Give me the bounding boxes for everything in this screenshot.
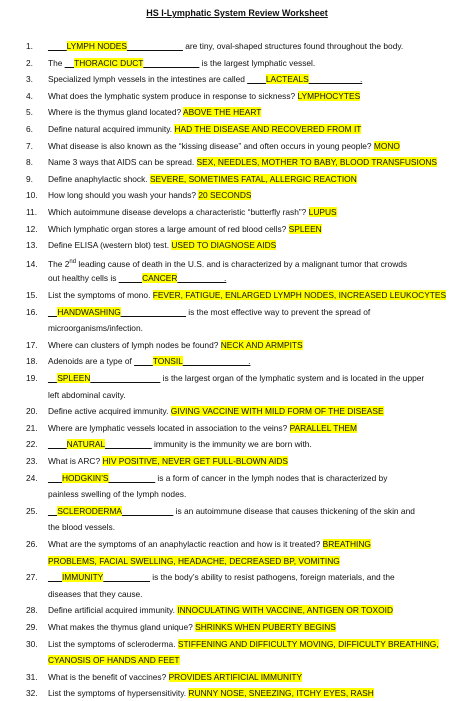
question-text: is an autoimmune disease that causes thickening of the skin and: [173, 505, 415, 516]
question-number: 11.: [26, 207, 38, 217]
answer-blank: __: [64, 57, 75, 68]
question-item: [26, 638, 450, 652]
question-item: [26, 604, 450, 618]
answer-blank: ______________.: [182, 356, 251, 367]
question-number: 10.: [26, 190, 38, 201]
highlighted-answer: BREATHING: [322, 539, 371, 549]
answer-blank: _____: [118, 273, 143, 284]
question-text: Adenoids are a type of: [48, 356, 135, 367]
question-number: 12.: [26, 223, 38, 234]
highlighted-answer: SPLEEN: [57, 373, 91, 383]
question-number: 25.: [26, 505, 38, 516]
page-title: HS I-Lymphatic System Review Worksheet: [146, 8, 328, 18]
highlighted-answer: USED TO DIAGNOSE AIDS: [171, 240, 277, 251]
question-item: [26, 256, 450, 271]
answer-blank: ____: [48, 41, 67, 51]
question-number: 3.: [26, 74, 33, 85]
question-number: 13.: [26, 240, 38, 251]
highlighted-answer: SHRINKS WHEN PUBERTY BEGINS: [195, 622, 336, 632]
question-number: 29.: [26, 622, 38, 632]
answer-blank: ____________: [126, 41, 183, 51]
question-number: 17.: [26, 339, 38, 350]
answer-blank: __: [48, 505, 58, 516]
question-item: [26, 206, 450, 220]
answer-blank: ___: [48, 472, 62, 483]
question-item: [26, 123, 450, 137]
question-item: [26, 621, 450, 635]
highlighted-answer: CYANOSIS OF HANDS AND FEET: [48, 655, 180, 666]
question-text: is the largest organ of the lymphatic system and is located in the upper: [160, 373, 425, 383]
question-text: are tiny, oval-shaped structures found throughout the body.: [182, 41, 404, 51]
question-item: [26, 671, 450, 685]
answer-blank: ____: [134, 356, 153, 367]
highlighted-answer: IMMUNITY: [61, 572, 104, 583]
question-item: [26, 289, 450, 303]
question-text: Define anaphylactic shock.: [48, 173, 150, 184]
question-text: left abdominal cavity.: [48, 389, 126, 400]
answer-blank: _______________: [90, 373, 161, 383]
question-text: Where are lymphatic vessels located in association to the veins?: [48, 422, 290, 433]
question-number: 31.: [26, 671, 38, 682]
highlighted-answer: HANDWASHING: [57, 306, 121, 317]
question-item: [26, 339, 450, 353]
question-text: the blood vessels.: [48, 522, 116, 533]
question-item: [26, 173, 450, 187]
question-text: List the symptoms of hypersensitivity.: [48, 688, 189, 699]
question-item: [26, 140, 450, 154]
highlighted-answer: PROBLEMS, FACIAL SWELLING, HEADACHE, DECREASED BP, VOMITING: [48, 555, 340, 566]
question-continuation: [48, 588, 450, 602]
highlighted-answer: HAD THE DISEASE AND RECOVERED FROM IT: [174, 124, 362, 134]
question-item: [26, 472, 450, 486]
question-text: What is ARC?: [48, 456, 103, 466]
question-continuation: [48, 654, 450, 668]
highlighted-answer: STIFFENING AND DIFFICULTY MOVING, DIFFICULTY BREATHING,: [177, 638, 439, 649]
question-text: Define artificial acquired immunity.: [48, 605, 178, 616]
question-continuation: [48, 555, 450, 569]
question-number: 2.: [26, 57, 33, 68]
highlighted-answer: MONO: [373, 140, 400, 151]
highlighted-answer: ABOVE THE HEART: [183, 107, 262, 118]
question-text: Define natural acquired immunity.: [48, 124, 175, 134]
question-item: [26, 156, 450, 170]
question-number: 27.: [26, 572, 38, 583]
highlighted-answer: PROVIDES ARTIFICIAL IMMUNITY: [168, 671, 303, 682]
question-text: immunity is the immunity we are born with.: [151, 439, 312, 450]
question-text: What does the lymphatic system produce in response to sickness?: [48, 90, 298, 101]
answer-blank: __________: [108, 472, 156, 483]
question-item: [26, 438, 450, 452]
question-number: 19.: [26, 373, 38, 383]
question-text: What disease is also known as the “kissing disease” and often occurs in young people?: [48, 140, 374, 151]
question-item: [26, 505, 450, 519]
answer-blank: __: [48, 306, 58, 317]
question-number: 18.: [26, 356, 38, 367]
answer-blank: ____: [48, 439, 67, 450]
highlighted-answer: FEVER, FATIGUE, ENLARGED LYMPH NODES, INCREASED LEUKOCYTES: [152, 290, 447, 300]
answer-blank: ___: [48, 572, 62, 583]
question-continuation: [48, 389, 450, 403]
question-text: Specialized lymph vessels in the intestines are called: [48, 74, 248, 85]
highlighted-answer: LUPUS: [308, 207, 337, 217]
question-item: [26, 538, 450, 552]
answer-blank: ___________: [122, 505, 174, 516]
question-number: 21.: [26, 422, 38, 433]
question-number: 16.: [26, 306, 38, 317]
question-continuation: [48, 521, 450, 535]
question-text: out healthy cells is: [48, 273, 119, 284]
highlighted-answer: INNOCULATING WITH VACCINE, ANTIGEN OR TOXOID: [177, 605, 394, 616]
question-item: [26, 90, 450, 104]
highlighted-answer: HIV POSITIVE, NEVER GET FULL-BLOWN AIDS: [102, 456, 288, 466]
highlighted-answer: LACTEALS: [265, 74, 309, 85]
highlighted-answer: 20 SECONDS: [198, 190, 252, 201]
question-item: [26, 239, 450, 253]
question-number: 23.: [26, 456, 38, 466]
highlighted-answer: NATURAL: [66, 439, 106, 450]
question-number: 22.: [26, 439, 38, 450]
answer-blank: ____________: [143, 57, 200, 68]
question-text: Which autoimmune disease develops a characteristic “butterfly rash”?: [48, 207, 309, 217]
highlighted-answer: PARALLEL THEM: [289, 422, 357, 433]
question-text: diseases that they cause.: [48, 588, 143, 599]
question-text: Name 3 ways that AIDS can be spread.: [48, 157, 197, 168]
question-text: painless swelling of the lymph nodes.: [48, 489, 187, 500]
question-number: 5.: [26, 107, 33, 118]
question-number: 30.: [26, 638, 38, 649]
highlighted-answer: LYMPH NODES: [66, 41, 127, 51]
question-number: 1.: [26, 41, 33, 51]
highlighted-answer: SEVERE, SOMETIMES FATAL, ALLERGIC REACTION: [149, 173, 357, 184]
question-item: [26, 455, 450, 469]
question-text: The 2nd leading cause of death in the U.S. and is characterized by a malignant tumor that crowds: [48, 258, 408, 269]
highlighted-answer: CANCER: [142, 273, 178, 284]
highlighted-answer: SPLEEN: [288, 223, 322, 234]
answer-blank: __________.: [177, 273, 227, 284]
question-text: What are the symptoms of an anaphylactic reaction and how is it treated?: [48, 539, 323, 549]
highlighted-answer: GIVING VACCINE WITH MILD FORM OF THE DISEASE: [170, 406, 384, 417]
question-item: [26, 405, 450, 419]
highlighted-answer: LYMPHOCYTES: [297, 90, 361, 101]
question-text: List the symptoms of mono.: [48, 290, 153, 300]
highlighted-answer: SEX, NEEDLES, MOTHER TO BABY, BLOOD TRANSFUSIONS: [196, 157, 437, 168]
highlighted-answer: SCLERODERMA: [57, 505, 123, 516]
highlighted-answer: HODGKIN’S: [61, 472, 109, 483]
question-number: 20.: [26, 406, 38, 417]
answer-blank: __________: [103, 572, 150, 583]
answer-blank: __________: [105, 439, 152, 450]
question-item: [26, 306, 450, 320]
question-item: [26, 372, 450, 386]
question-text: Define ELISA (western blot) test.: [48, 240, 172, 251]
answer-blank: ______________: [120, 306, 186, 317]
question-text: Define active acquired immunity.: [48, 406, 171, 417]
answer-blank: ____: [247, 74, 266, 85]
question-number: 26.: [26, 539, 38, 549]
question-item: [26, 687, 450, 701]
question-text: Where is the thymus gland located?: [48, 107, 184, 118]
question-number: 7.: [26, 140, 33, 151]
question-item: [26, 422, 450, 436]
question-item: [26, 571, 450, 585]
question-item: [26, 189, 450, 203]
question-text: What is the benefit of vaccines?: [48, 671, 169, 682]
question-number: 15.: [26, 290, 38, 300]
question-text: is the body’s ability to resist pathogens, foreign materials, and the: [149, 572, 395, 583]
question-item: [26, 355, 450, 369]
answer-blank: ___________.: [308, 74, 363, 85]
highlighted-answer: RUNNY NOSE, SNEEZING, ITCHY EYES, RASH: [188, 688, 374, 699]
question-text: How long should you wash your hands?: [48, 190, 199, 201]
question-number: 24.: [26, 472, 38, 483]
question-number: 9.: [26, 173, 33, 184]
question-item: [26, 73, 450, 87]
question-item: [26, 40, 450, 54]
question-number: 14.: [26, 258, 38, 269]
question-text: The: [48, 57, 65, 68]
highlighted-answer: TONSIL: [152, 356, 183, 367]
question-item: [26, 223, 450, 237]
question-number: 32.: [26, 688, 38, 699]
question-number: 6.: [26, 124, 33, 134]
question-text: What makes the thymus gland unique?: [48, 622, 196, 632]
highlighted-answer: THORACIC DUCT: [74, 57, 144, 68]
question-continuation: [48, 272, 450, 286]
answer-blank: __: [48, 373, 58, 383]
question-text: Which lymphatic organ stores a large amount of red blood cells?: [48, 223, 289, 234]
highlighted-answer: NECK AND ARMPITS: [220, 339, 303, 350]
question-text: is the largest lymphatic vessel.: [199, 57, 316, 68]
question-text: is the most effective way to prevent the spread of: [185, 306, 371, 317]
question-item: [26, 106, 450, 120]
question-number: 4.: [26, 90, 33, 101]
question-text: List the symptoms of scleroderma.: [48, 638, 178, 649]
question-text: is a form of cancer in the lymph nodes that is characterized by: [155, 472, 388, 483]
question-item: [26, 57, 450, 71]
question-continuation: [48, 322, 450, 336]
question-number: 28.: [26, 605, 38, 616]
question-text: microorganisms/infection.: [48, 323, 143, 334]
question-number: 8.: [26, 157, 33, 168]
question-continuation: [48, 488, 450, 502]
question-text: Where can clusters of lymph nodes be found?: [48, 339, 221, 350]
